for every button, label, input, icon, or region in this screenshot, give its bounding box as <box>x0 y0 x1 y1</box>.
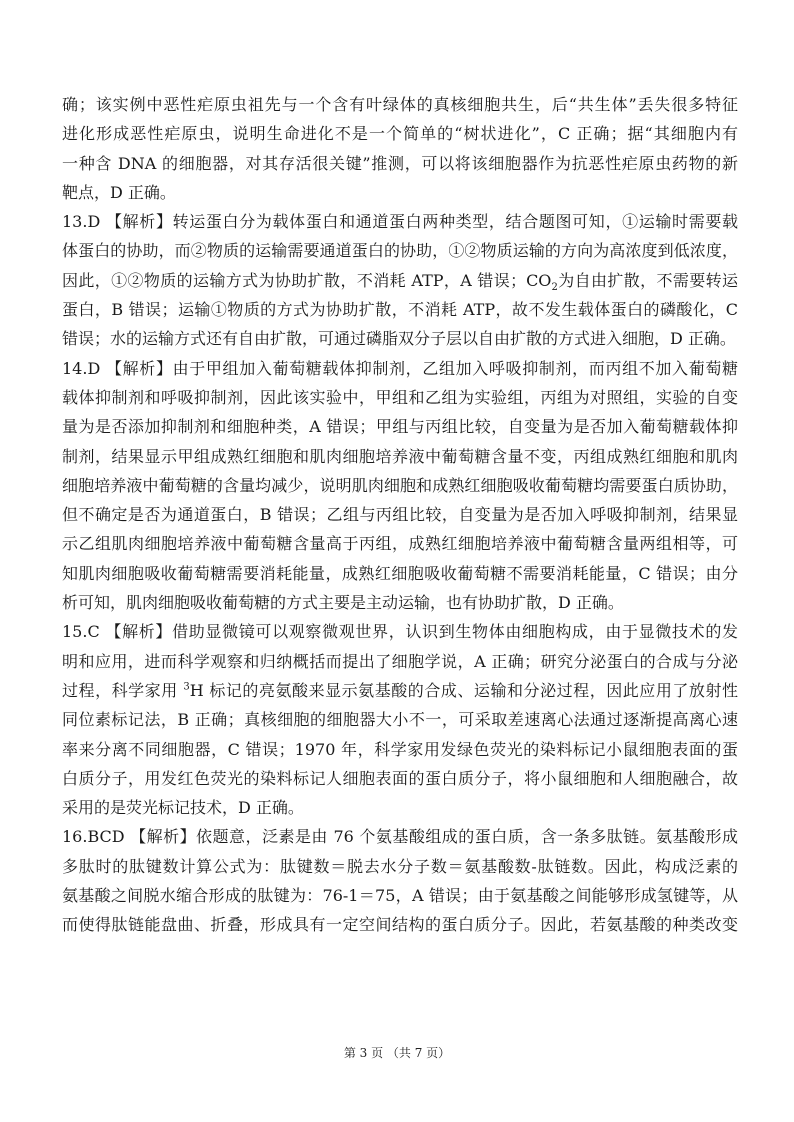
text-line: 载体抑制剂和呼吸抑制剂，因此该实验中，甲组和乙组为实验组，丙组为对照组，实验的自变 <box>62 387 738 407</box>
text-line: 采用的是荧光标记技术，D 正确。 <box>62 798 304 818</box>
text-line: 15.C 【解析】借助显微镜可以观察微观世界，认识到生物体由细胞构成，由于显微技术的发 <box>62 622 738 642</box>
text-line <box>62 676 738 705</box>
text-line: 制剂，结果显示甲组成熟红细胞和肌肉细胞培养液中葡萄糖含量不变，丙组成熟红细胞和肌肉 <box>62 446 738 466</box>
text-line: 而使得肽链能盘曲、折叠，形成具有一定空间结构的蛋白质分子。因此，若氨基酸的种类改变 <box>62 915 738 935</box>
text-line: 一种含 DNA 的细胞器，对其存活很关键”推测，可以将该细胞器作为抗恶性疟原虫药物的新 <box>62 153 738 173</box>
text-line: 蛋白，B 错误；运输①物质的方式为协助扩散，不消耗 ATP，故不发生载体蛋白的磷酸化，C <box>62 300 738 320</box>
text-line: 量为是否添加抑制剂和细胞种类，A 错误；甲组与丙组比较，自变量为是否加入葡萄糖载体抑 <box>62 417 738 437</box>
text-line: 析可知，肌肉细胞吸收葡萄糖的方式主要是主动运输，也有协助扩散，D 正确。 <box>62 593 624 613</box>
text-line: 14.D 【解析】由于甲组加入葡萄糖载体抑制剂，乙组加入呼吸抑制剂，而丙组不加入葡萄糖 <box>62 358 738 378</box>
text-line: 氨基酸之间脱水缩合形成的肽键为：76-1＝75，A 错误；由于氨基酸之间能够形成氢键等，从 <box>62 886 738 906</box>
text-line: 白质分子，用发红色荧光的染料标记人细胞表面的蛋白质分子，将小鼠细胞和人细胞融合，故 <box>62 768 738 788</box>
page-footer <box>0 1044 794 1061</box>
text-line: 靶点，D 正确。 <box>62 182 176 202</box>
text-line: 率来分离不同细胞器，C 错误；1970 年，科学家用发绿色荧光的染料标记小鼠细胞表面的蛋 <box>62 739 738 759</box>
answer-explanation-text <box>62 90 738 940</box>
text-line: 13.D 【解析】转运蛋白分为载体蛋白和通道蛋白两种类型，结合题图可知，①运输时需要载 <box>62 212 738 232</box>
superscript: 3 <box>183 681 190 693</box>
text-line: 但不确定是否为通道蛋白，B 错误；乙组与丙组比较，自变量为是否加入呼吸抑制剂，结果显 <box>62 505 738 525</box>
line-segment: 因此，①②物质的运输方式为协助扩散，不消耗 ATP，A 错误；CO <box>62 270 552 290</box>
line-segment: 过程，科学家用 <box>62 680 184 700</box>
text-line <box>62 266 738 295</box>
text-line: 错误；水的运输方式还有自由扩散，可通过磷脂双分子层以自由扩散的方式进入细胞，D 正确。 <box>62 329 736 349</box>
subscript: 2 <box>551 281 558 293</box>
text-line: 确；该实例中恶性疟原虫祖先与一个含有叶绿体的真核细胞共生，后“共生体”丢失很多特征 <box>62 95 738 114</box>
line-segment: 为自由扩散，不需要转运 <box>557 270 738 290</box>
text-line: 多肽时的肽键数计算公式为：肽键数＝脱去水分子数＝氨基酸数-肽链数。因此，构成泛素的 <box>62 856 738 876</box>
text-line: 知肌肉细胞吸收葡萄糖需要消耗能量，成熟红细胞吸收葡萄糖不需要消耗能量，C 错误；由分 <box>62 563 738 583</box>
text-line: 进化形成恶性疟原虫，说明生命进化不是一个简单的“树状进化”，C 正确；据“其细胞内有 <box>62 124 738 144</box>
text-line: 明和应用，进而科学观察和归纳概括而提出了细胞学说，A 正确；研究分泌蛋白的合成与分泌 <box>62 651 738 671</box>
text-line: 示乙组肌肉细胞培养液中葡萄糖含量高于丙组，成熟红细胞培养液中葡萄糖含量两组相等，可 <box>62 534 738 554</box>
text-line: 体蛋白的协助，而②物质的运输需要通道蛋白的协助，①②物质运输的方向为高浓度到低浓度， <box>62 241 738 261</box>
text-line: 细胞培养液中葡萄糖的含量均减少，说明肌肉细胞和成熟红细胞吸收葡萄糖均需要蛋白质协助， <box>62 475 738 495</box>
text-line: 同位素标记法，B 正确；真核细胞的细胞器大小不一，可采取差速离心法通过逐渐提高离心速 <box>62 710 738 730</box>
line-segment: H 标记的亮氨酸来显示氨基酸的合成、运输和分泌过程，因此应用了放射性 <box>189 680 738 700</box>
page-number: 第 3 页 （共 7 页） <box>343 1046 451 1060</box>
text-line: 16.BCD 【解析】依题意，泛素是由 76 个氨基酸组成的蛋白质，含一条多肽链。氨基酸形成 <box>62 827 738 847</box>
